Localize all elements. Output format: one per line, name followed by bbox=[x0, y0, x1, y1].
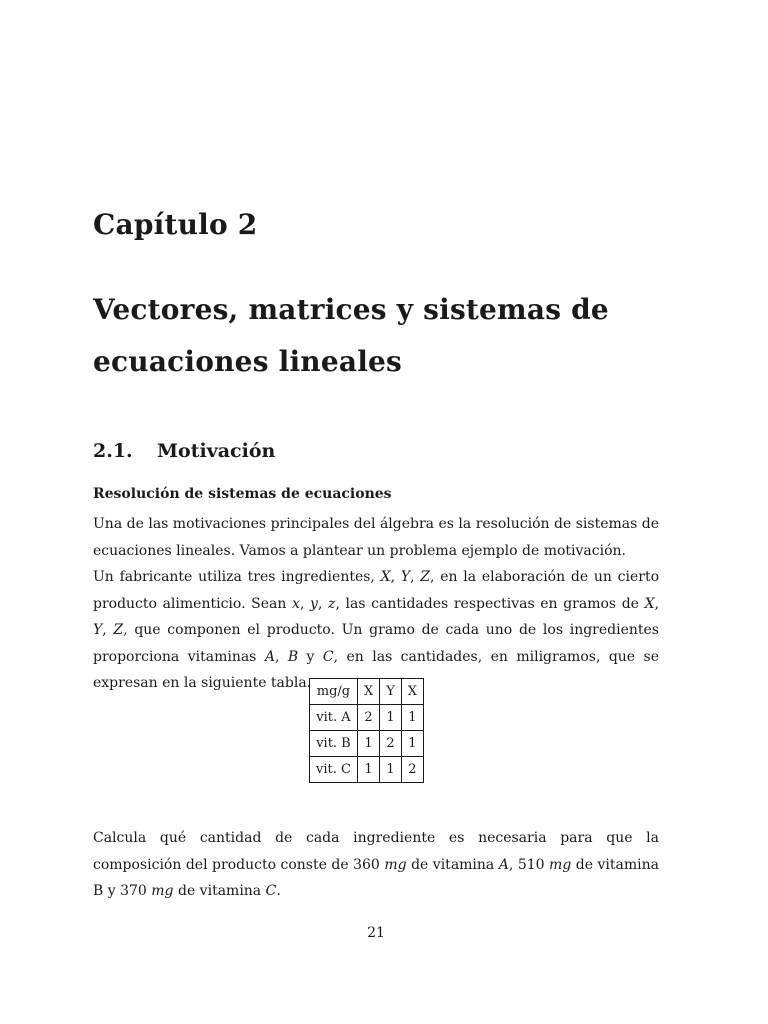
chapter-title: Vectores, matrices y sistemas de ecuaciones lineales bbox=[93, 293, 609, 378]
table-row-label: vit. C bbox=[310, 757, 358, 783]
paragraph-problem: Un fabricante utiliza tres ingredientes, X, Y, Z, en la elaboración de un cierto producto alimenticio. Sean x, y, z, las cantidades respectivas en gramos de X, Y, Z, que componen el producto. Un gramo de cada uno de los ingredientes proporciona vitaminas A, B y C, en las cantidades, en miligramos, que se expresan en la siguiente tabla. bbox=[93, 569, 660, 691]
table-cell: 1 bbox=[380, 757, 402, 783]
subheading: Resolución de sistemas de ecuaciones bbox=[93, 486, 392, 502]
table-cell: 1 bbox=[401, 705, 423, 731]
section-heading bbox=[93, 440, 275, 462]
paragraph-motivation: Una de las motivaciones principales del álgebra es la resolución de sistemas de ecuaciones lineales. Vamos a plantear un problema ejemplo de motivación. bbox=[93, 516, 659, 559]
table-header-cell: Y bbox=[380, 679, 402, 705]
table-row-label: vit. B bbox=[310, 731, 358, 757]
section-title: Motivación bbox=[157, 440, 276, 462]
table-cell: 2 bbox=[357, 705, 379, 731]
table-row-label: vit. A bbox=[310, 705, 358, 731]
table-header-cell: X bbox=[401, 679, 423, 705]
table-header-row bbox=[310, 679, 424, 705]
table-row bbox=[310, 731, 424, 757]
table-cell: 1 bbox=[357, 757, 379, 783]
paragraph-question: Calcula qué cantidad de cada ingrediente es necesaria para que la composición del producto conste de 360 mg de vitamina A, 510 mg de vitamina B y 370 mg de vitamina C. bbox=[93, 830, 659, 899]
table-header-cell: mg/g bbox=[310, 679, 358, 705]
table-row bbox=[310, 757, 424, 783]
table-cell: 1 bbox=[401, 731, 423, 757]
chapter-label: Capítulo 2 bbox=[93, 208, 258, 241]
section-number: 2.1. bbox=[93, 440, 133, 462]
table-cell: 1 bbox=[357, 731, 379, 757]
page-number: 21 bbox=[367, 925, 385, 941]
table-row bbox=[310, 705, 424, 731]
table-cell: 2 bbox=[380, 731, 402, 757]
table-header-cell: X bbox=[357, 679, 379, 705]
document-page bbox=[93, 0, 659, 1024]
table-cell: 1 bbox=[380, 705, 402, 731]
table-cell: 2 bbox=[401, 757, 423, 783]
vitamin-table bbox=[309, 678, 424, 783]
